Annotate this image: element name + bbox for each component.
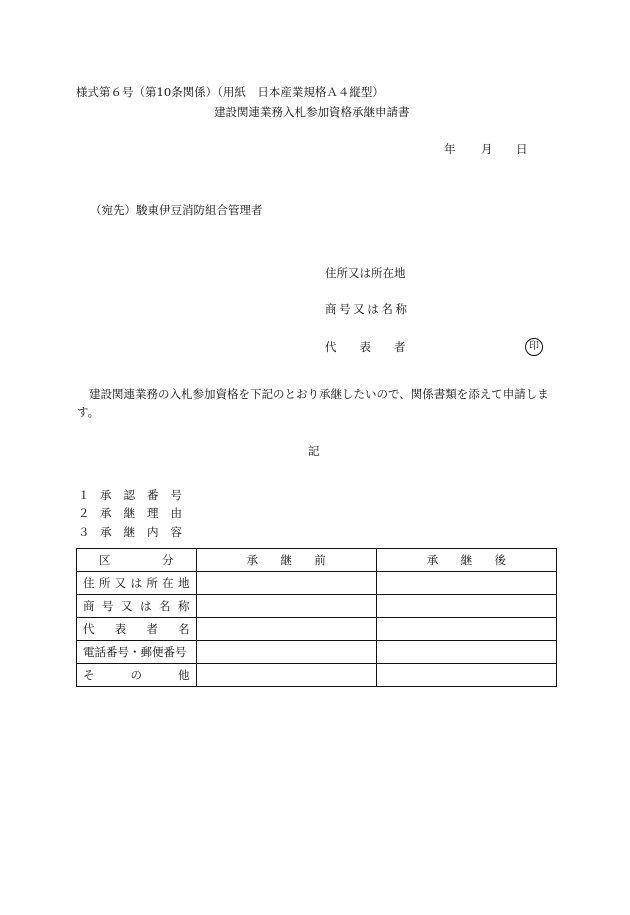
after-cell[interactable] — [376, 664, 556, 687]
cell-char: 承 — [426, 552, 439, 567]
date-month: 月 — [481, 142, 493, 156]
item-list — [78, 486, 182, 542]
before-cell[interactable] — [196, 595, 376, 618]
table-row — [77, 572, 557, 595]
list-item — [78, 505, 182, 524]
after-cell[interactable] — [376, 641, 556, 664]
item-label-char: 承 — [100, 506, 112, 521]
table-row — [77, 664, 557, 687]
cell-char: 区 — [99, 552, 111, 567]
cell-char: は — [140, 598, 152, 613]
cell-char: 称 — [178, 598, 190, 613]
item-label-char: 理 — [147, 506, 159, 521]
cell-char: 所 — [98, 575, 111, 590]
table-cell — [77, 664, 197, 687]
cell-char: 前 — [314, 552, 326, 567]
table-cell — [376, 549, 556, 572]
table-header-row — [77, 549, 557, 572]
ki-heading: 記 — [308, 444, 320, 458]
after-cell[interactable] — [376, 618, 556, 641]
cell-char: 分 — [162, 552, 174, 567]
cell-char: 名 — [159, 598, 171, 613]
before-cell[interactable] — [196, 641, 376, 664]
before-cell[interactable] — [196, 618, 376, 641]
item-label-char: 容 — [170, 524, 182, 539]
applicant-address-label: 住所又は所在地 — [325, 266, 406, 280]
cell-char: の — [130, 667, 143, 682]
list-item — [78, 523, 182, 542]
after-cell[interactable] — [376, 572, 556, 595]
cell-char: 後 — [494, 552, 506, 567]
cell-char: 商 — [83, 598, 95, 613]
item-label-char: 承 — [100, 487, 112, 502]
item-label-char: 承 — [100, 524, 112, 539]
item-label-char: 号 — [170, 487, 182, 502]
table-cell — [196, 549, 376, 572]
item-number: ３ — [78, 524, 90, 539]
item-label — [100, 524, 182, 541]
item-number: １ — [78, 487, 90, 502]
document-title: 建設関連業務入札参加資格承継申請書 — [214, 105, 410, 119]
cell-char: 者 — [146, 621, 158, 636]
cell-char: 名 — [178, 621, 190, 636]
before-cell[interactable] — [196, 664, 376, 687]
after-cell[interactable] — [376, 595, 556, 618]
cell-char: 電話番号・郵便番号 — [83, 644, 187, 659]
item-label-char: 由 — [170, 506, 182, 521]
date-year: 年 — [444, 142, 456, 156]
seal-mark: 印 — [525, 338, 543, 356]
table-cell — [77, 549, 197, 572]
item-number: ２ — [78, 506, 90, 521]
cell-char: 承 — [246, 552, 259, 567]
before-cell[interactable] — [196, 572, 376, 595]
applicant-name-label: 商号又は名称 — [325, 302, 410, 316]
item-label — [100, 487, 182, 504]
cell-char: 又 — [121, 598, 133, 613]
cell-char: 地 — [177, 575, 190, 590]
item-label-char: 内 — [147, 524, 159, 539]
table-cell — [77, 572, 197, 595]
request-statement: 建設関連業務の入札参加資格を下記のとおり承継したいので、関係書類を添えて申請します。 — [77, 387, 549, 420]
cell-char: は — [130, 575, 142, 590]
item-label-char: 番 — [147, 487, 159, 502]
cell-char: 継 — [460, 552, 473, 567]
cell-char: そ — [83, 667, 95, 682]
cell-char: 又 — [114, 575, 127, 590]
cell-char: 号 — [102, 598, 114, 613]
cell-char: 所 — [146, 575, 158, 590]
item-label-char: 継 — [123, 524, 135, 539]
table-cell — [77, 595, 197, 618]
table-row — [77, 595, 557, 618]
applicant-representative-label: 代 表 者 — [325, 340, 406, 354]
cell-char: 表 — [114, 621, 127, 636]
table-cell — [77, 618, 197, 641]
table-row — [77, 641, 557, 664]
cell-char: 在 — [162, 575, 174, 590]
addressee: （宛先）駿東伊豆消防組合管理者 — [90, 203, 263, 217]
cell-char: 他 — [178, 667, 190, 682]
item-label — [100, 505, 182, 522]
cell-char: 継 — [280, 552, 292, 567]
date-day: 日 — [516, 142, 528, 156]
list-item — [78, 486, 182, 505]
table-row — [77, 618, 557, 641]
cell-char: 住 — [83, 575, 95, 590]
form-label: 様式第６号（第10条関係）（用紙 日本産業規格Ａ４縦型） — [76, 85, 384, 99]
succession-table — [76, 548, 557, 687]
item-label-char: 認 — [123, 487, 135, 502]
cell-char: 代 — [83, 621, 95, 636]
table-cell — [77, 641, 197, 664]
item-label-char: 継 — [123, 506, 135, 521]
